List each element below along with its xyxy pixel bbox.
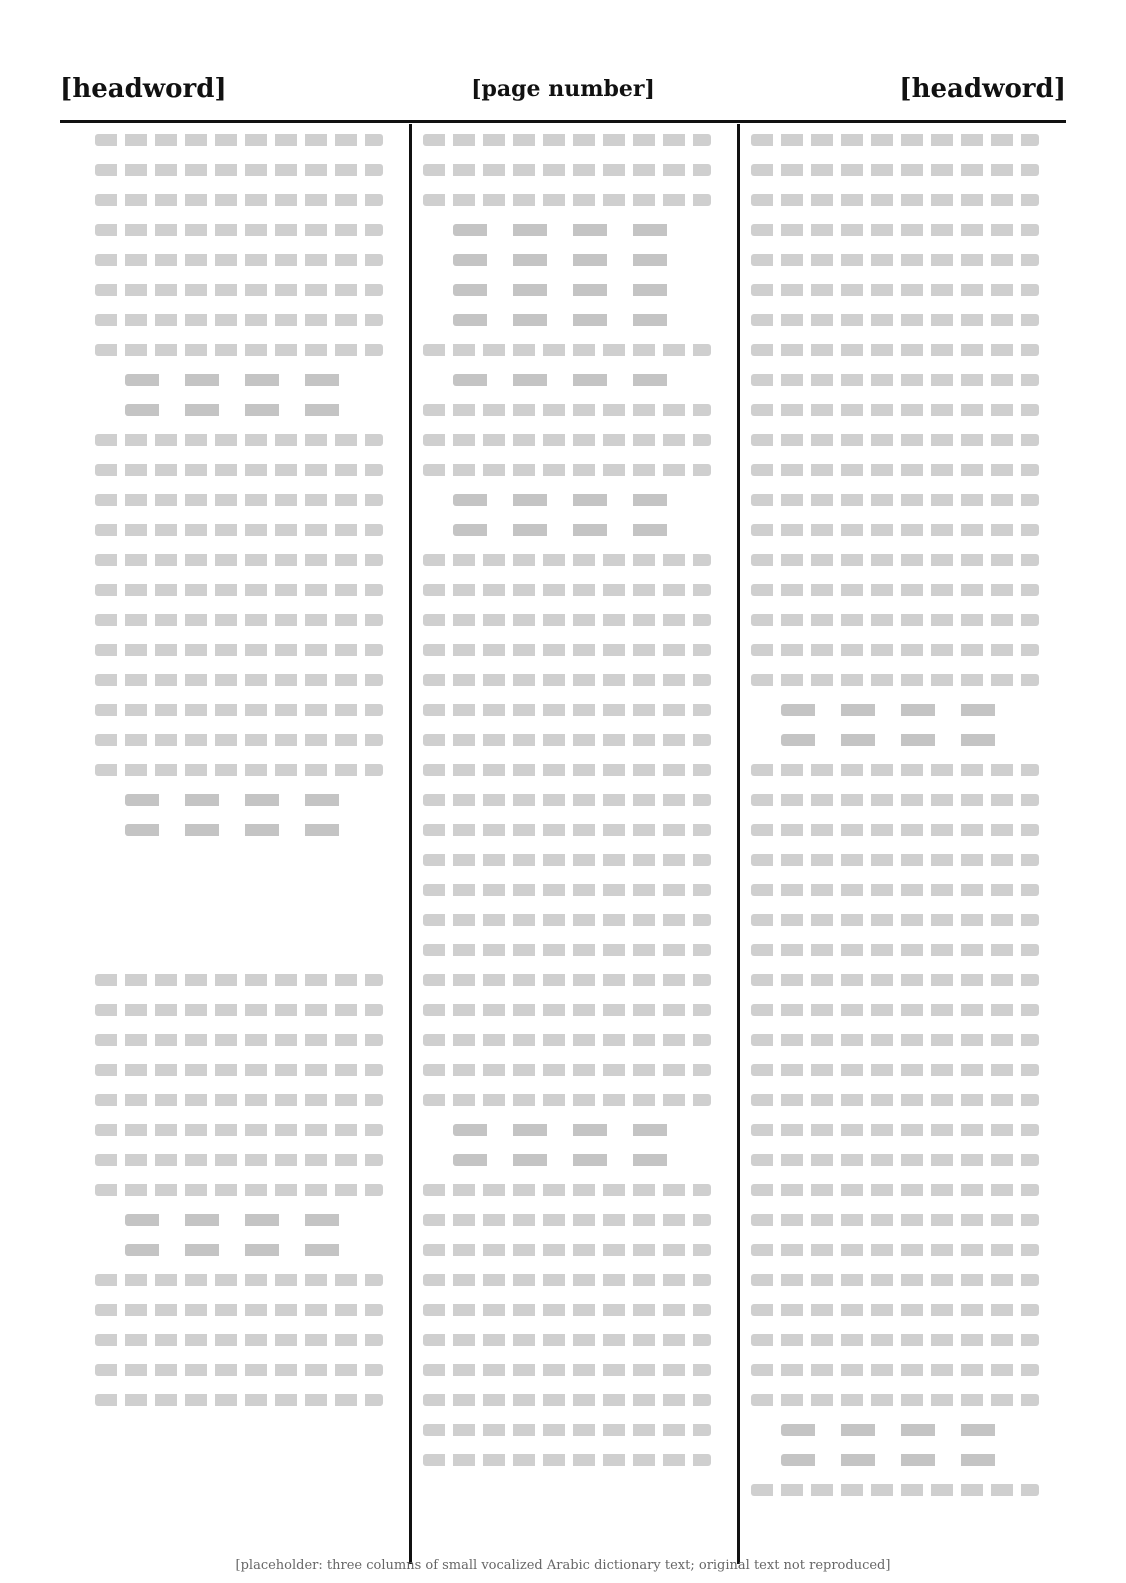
text-column-middle (417, 126, 717, 1556)
text-column-right (745, 126, 1045, 1556)
column-rule-right (737, 124, 740, 1564)
page-header (60, 70, 1066, 123)
running-headword-right: [headword] (899, 74, 1066, 104)
running-headword-left: [headword] (60, 74, 227, 104)
placeholder-note: [placeholder: three columns of small vocalized Arabic dictionary text; original text not reproduced] (235, 1558, 891, 1573)
page-number: [page number] (471, 76, 655, 102)
text-column-left (89, 126, 389, 1556)
column-rule-left (409, 124, 412, 1564)
